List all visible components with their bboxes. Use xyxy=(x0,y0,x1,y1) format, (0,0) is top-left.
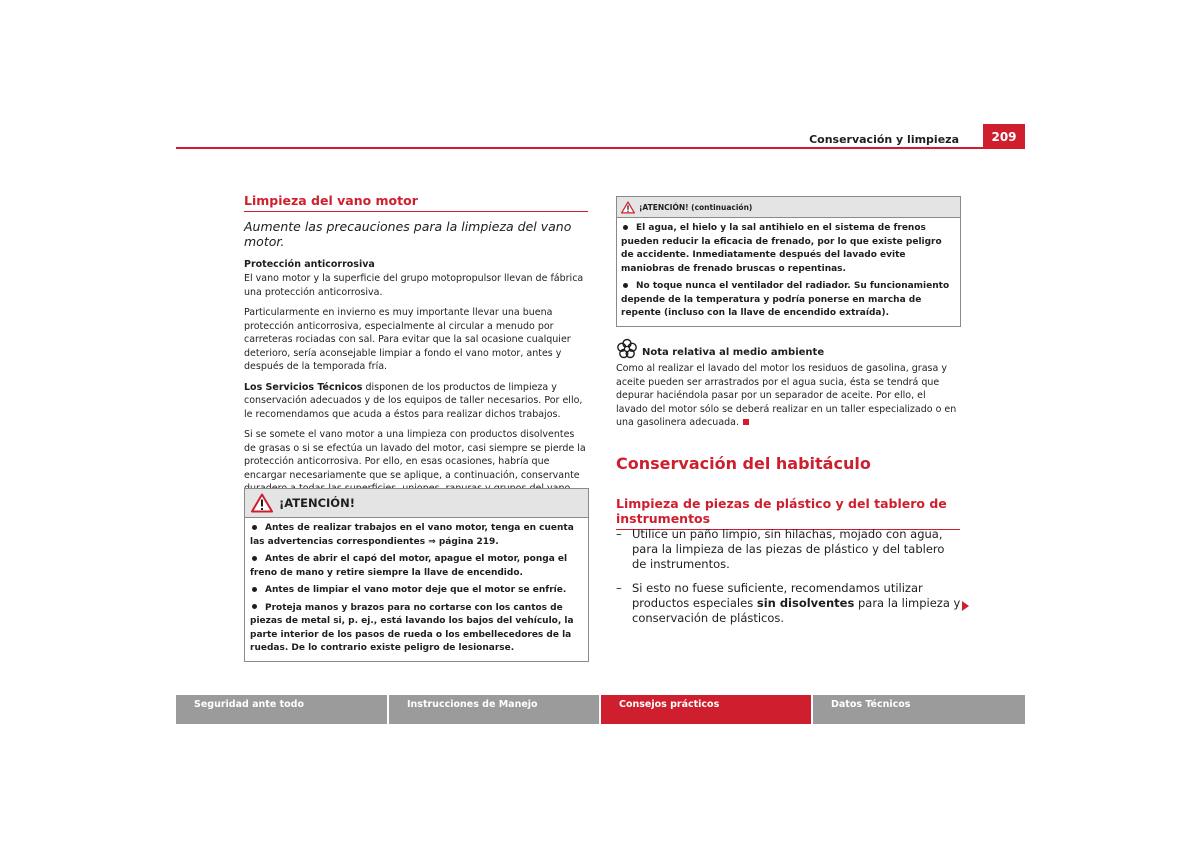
flower-icon xyxy=(616,338,638,360)
instruction-list xyxy=(616,527,962,635)
paragraph-4: Si se somete el vano motor a una limpieza con productos disolventes de grasas o si se efectúa un lavado del motor, casi siempre se pierde la protección anticorrosiva. Por ello, en esas ocasiones, habría que encargar necesariamente que se aplique, a continuación, conservante xyxy=(244,429,586,481)
bullet-icon xyxy=(252,604,257,609)
next-page-arrow-icon[interactable] xyxy=(962,601,969,611)
warning-item: Antes de realizar trabajos en el vano motor, tenga en cuenta las advertencias correspondientes ⇒ página 219. xyxy=(250,523,574,547)
paragraph-2: Particularmente en invierno es muy importante llevar una buena protección anticorrosiva, especialmente al circular a menudo por carreteras rociadas con sal. Para evitar que la sal ocasione cualquier deterioro, sería aconsejable limpiar a fondo el vano motor, antes y después de la temporada fría. xyxy=(244,307,571,372)
warning-header xyxy=(245,489,588,518)
warning-body xyxy=(617,218,960,326)
environment-note-header xyxy=(616,338,960,360)
nav-tab-technical-data[interactable]: Datos Técnicos xyxy=(813,695,1025,724)
chapter-title: Conservación del habitáculo xyxy=(616,454,871,473)
bottom-nav xyxy=(176,695,1025,724)
warning-item: No toque nunca el ventilador del radiador. Su funcionamiento depende de la temperatura y podría ponerse en marcha de repente (incluso con la llave de encendido extraída). xyxy=(621,281,950,318)
warning-item: El agua, el hielo y la sal antihielo en el sistema de frenos pueden reducir la eficacia de frenado, por lo que existe peligro de accidente. Inmediatamente después del lavado evite maniobras de frenado bruscas o repentinas. xyxy=(621,223,942,274)
page-number: 209 xyxy=(983,124,1025,149)
paragraph-3-bold: Los Servicios Técnicos xyxy=(244,381,363,393)
paragraph-1: El vano motor y la superficie del grupo motopropulsor llevan de fábrica una protección anticorrosiva. xyxy=(244,273,584,298)
nav-tab-safety[interactable]: Seguridad ante todo xyxy=(176,695,389,724)
environment-note-title: Nota relativa al medio ambiente xyxy=(642,346,825,358)
warning-title: ¡ATENCIÓN! (continuación) xyxy=(639,202,753,212)
bullet-icon xyxy=(623,225,628,230)
warning-title: ¡ATENCIÓN! xyxy=(279,496,355,510)
nav-tab-operating-instructions[interactable]: Instrucciones de Manejo xyxy=(389,695,601,724)
page-header-title: Conservación y limpieza xyxy=(809,133,959,146)
warning-box xyxy=(244,488,589,662)
bullet-icon xyxy=(252,525,257,530)
warning-body xyxy=(245,518,588,661)
paragraph-3-text: disponen de los productos de limpieza y conservación adecuados y de los equipos de taller necesarios. Por ello, le recomendamos que acuda a éstos para realizar dichos trabajos. xyxy=(244,381,583,420)
emphasis-no-solvents: sin disolventes xyxy=(756,596,855,610)
environment-note xyxy=(616,338,960,437)
warning-box-continued xyxy=(616,196,961,327)
end-of-section-icon xyxy=(743,419,749,425)
warning-header xyxy=(617,197,960,218)
bullet-icon xyxy=(252,556,257,561)
section-title-engine-cleaning: Limpieza del vano motor xyxy=(244,193,588,212)
bullet-icon xyxy=(252,587,257,592)
header-rule xyxy=(176,147,1025,149)
paragraph-3 xyxy=(244,381,588,422)
instruction-item: – Si esto no fuese suficiente, recomendamos utilizar productos especiales sin disolventes para la limpieza y conservación de plásticos. xyxy=(616,581,961,625)
warning-triangle-icon xyxy=(621,201,635,214)
warning-triangle-icon xyxy=(251,493,273,513)
environment-note-text: Como al realizar el lavado del motor los residuos de gasolina, grasa y aceite pueden ser arrastrados por el agua sucia, ésta se tendrá que depurar haciéndola pasar por un separador de aceite. Por ello, el lavado del motor sólo se deberá realizar en un taller especializado o en una gasolinera adecuada. xyxy=(616,363,957,428)
warning-item: Antes de limpiar el vano motor deje que el motor se enfríe. xyxy=(250,584,584,598)
left-column xyxy=(244,193,588,516)
section-title-plastic-cleaning: Limpieza de piezas de plástico y del tablero de instrumentos xyxy=(616,496,960,530)
section-subtitle: Aumente las precauciones para la limpieza del vano motor. xyxy=(244,219,572,249)
dash-bullet: – xyxy=(616,581,622,595)
instruction-item: – Utilice un paño limpio, sin hilachas, mojado con agua, para la limpieza de las piezas de plástico y del tablero de instrumentos. xyxy=(616,527,945,571)
dash-bullet: – xyxy=(616,527,622,541)
section-plastic-cleaning xyxy=(616,496,960,530)
nav-tab-practical-tips[interactable]: Consejos prácticos xyxy=(601,695,813,724)
warning-item: Proteja manos y brazos para no cortarse con los cantos de piezas de metal si, p. ej., está lavando los bajos del vehículo, la parte interior de los pasos de rueda o los embellecedores de la ruedas. De lo contrario existe peligro de lesionarse. xyxy=(250,602,574,653)
sub-heading-corrosion: Protección anticorrosiva xyxy=(244,259,375,270)
warning-item: Antes de abrir el capó del motor, apague el motor, ponga el freno de mano y retire siempre la llave de encendido. xyxy=(250,554,568,578)
bullet-icon xyxy=(623,283,628,288)
